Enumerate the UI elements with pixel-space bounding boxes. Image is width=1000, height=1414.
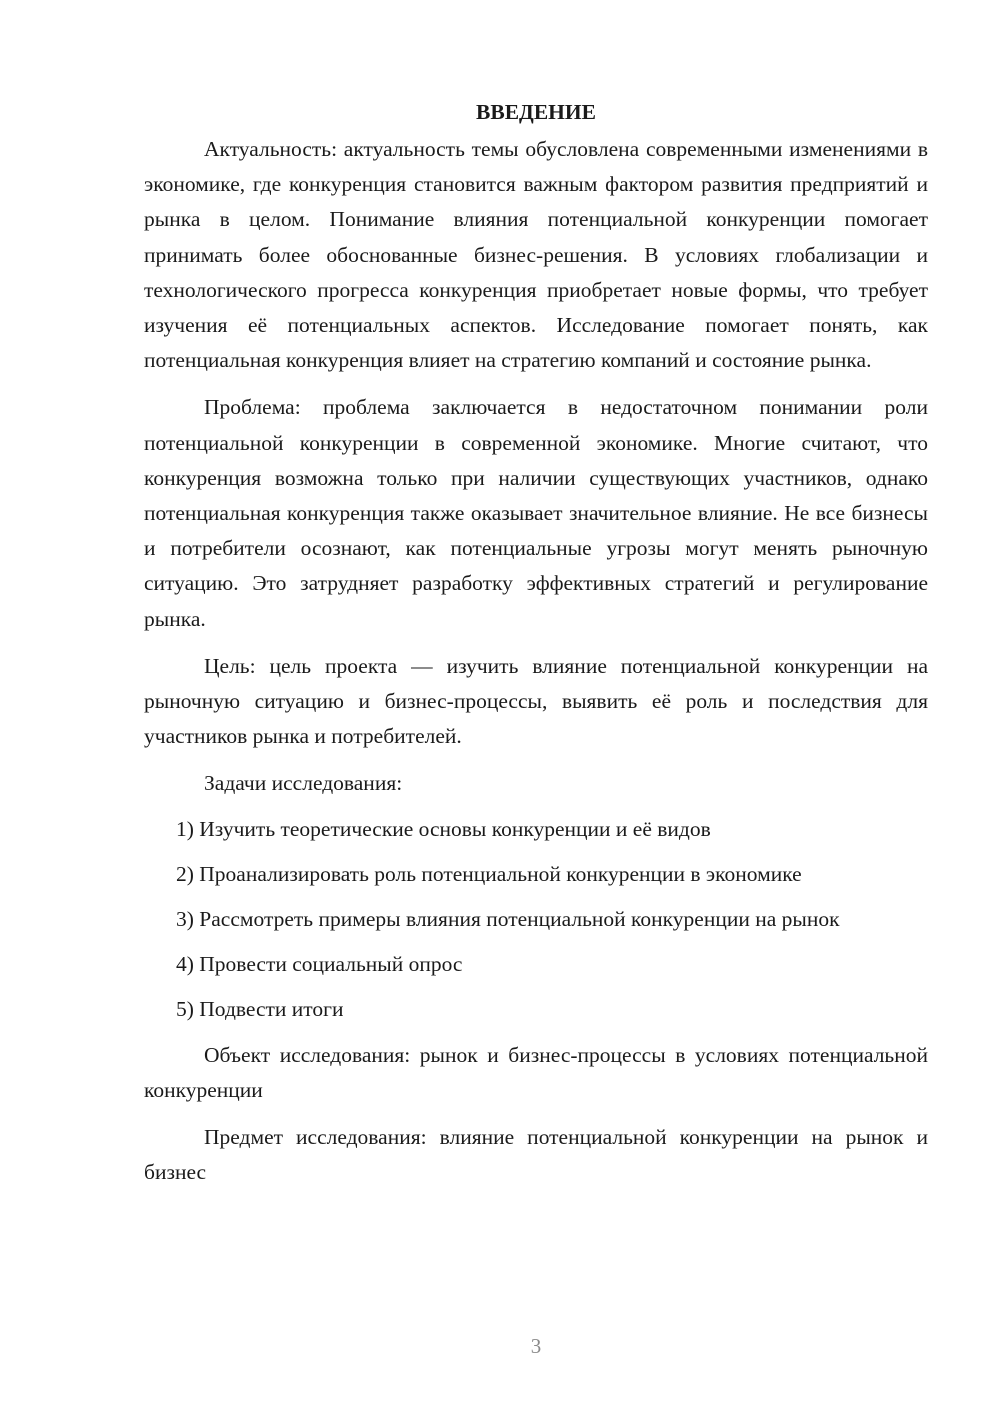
page-number: 3: [530, 1334, 542, 1358]
problem-paragraph: Проблема: проблема заключается в недостаточном понимании роли потенциальной конкуренции в современной экономике. Многие считают, что конкуренция возможна только при наличии существующих участников, однако потенциальная конкуренция также оказывает значительное влияние. Не все бизнесы и потребители осознают, как потенциальные угрозы могут менять рыночную ситуацию. Это затрудняет разработку эффективных стратегий и регулирование рынка.: [144, 395, 928, 631]
object-paragraph: Объект исследования: рынок и бизнес-процессы в условиях потенциальной конкуренции: [144, 1042, 928, 1102]
task-item-1: 1) Изучить теоретические основы конкуренции и её видов: [176, 816, 711, 841]
page-title: ВВЕДЕНИЕ: [476, 100, 596, 124]
task-item-5: 5) Подвести итоги: [176, 997, 344, 1022]
tasks-heading: Задачи исследования:: [204, 771, 403, 796]
task-item-4: 4) Провести социальный опрос: [176, 952, 463, 977]
relevance-paragraph: Актуальность: актуальность темы обусловлена современными изменениями в экономике, где конкуренция становится важным фактором развития предприятий и рынка в целом. Понимание влияния потенциальной конкуренции помогает принимать более обоснованные бизнес-решения. В условиях глобализации и технологического прогресса конкуренция приобретает новые формы, что требует изучения её потенциальных аспектов. Исследование помогает понять, как потенциальная конкуренция влияет на стратегию компаний и состояние рынка.: [144, 137, 928, 373]
task-item-3: 3) Рассмотреть примеры влияния потенциальной конкуренции на рынок: [176, 907, 840, 932]
goal-paragraph: Цель: цель проекта — изучить влияние потенциальной конкуренции на рыночную ситуацию и бизнес-процессы, выявить её роль и последствия для участников рынка и потребителей.: [144, 653, 928, 749]
subject-paragraph: Предмет исследования: влияние потенциальной конкуренции на рынок и бизнес: [144, 1125, 928, 1185]
page-content: [144, 95, 928, 1202]
task-item-2: 2) Проанализировать роль потенциальной конкуренции в экономике: [176, 861, 802, 886]
